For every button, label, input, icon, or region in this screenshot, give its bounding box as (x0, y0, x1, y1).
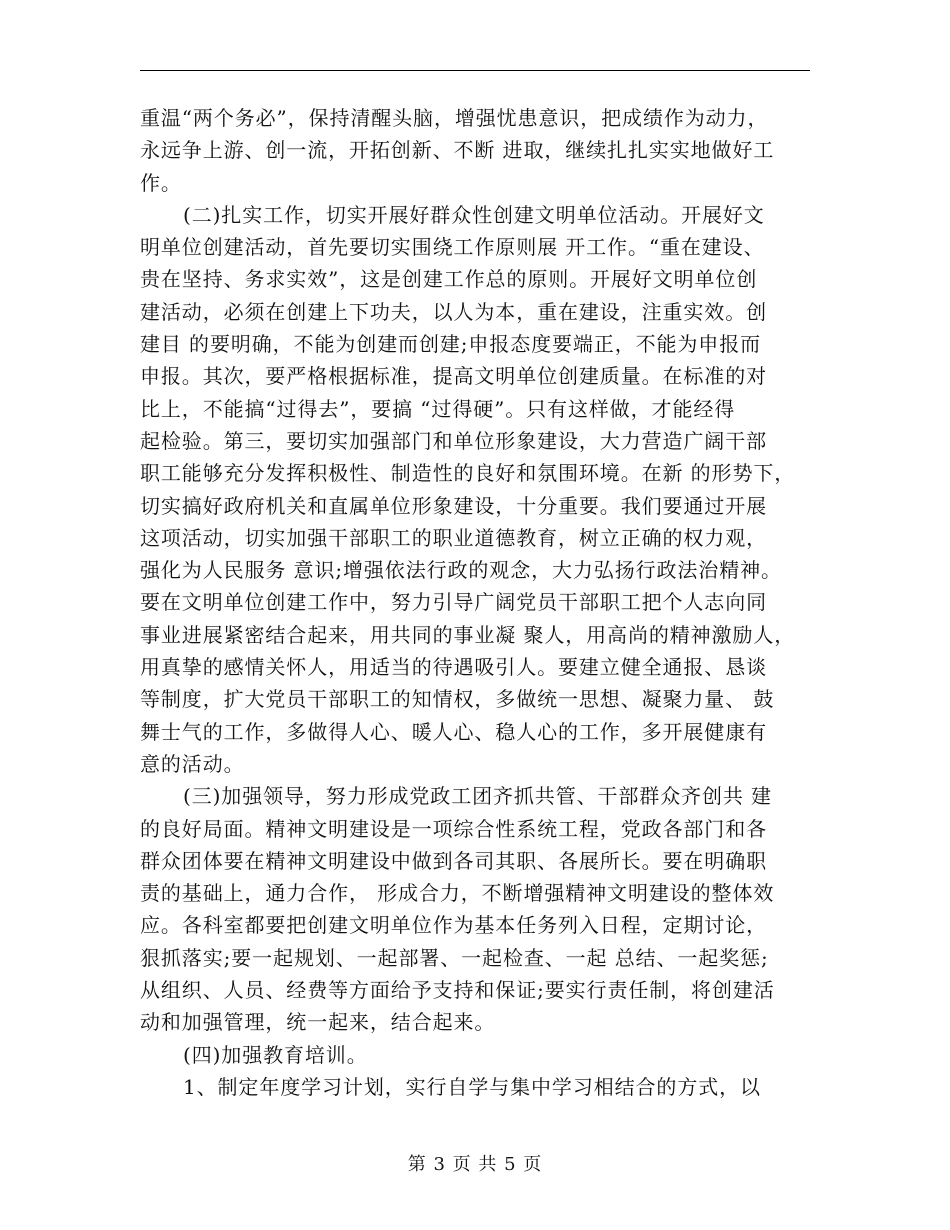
text-line: 职工能够充分发挥积极性、制造性的良好和氛围环境。在新 的形势下， (140, 461, 796, 486)
text-line: 强化为人民服务 意识;增强依法行政的观念，大力弘扬行政法治精神。 (140, 558, 782, 583)
text-line: 起检验。第三，要切实加强部门和单位形象建设，大力营造广阔干部 (140, 428, 767, 453)
text-line: 应。各科室都要把创建文明单位作为基本任务列入日程，定期讨论， (140, 913, 767, 938)
text-line: 舞士气的工作，多做得人心、暖人心、稳人心的工作，多开展健康有 (140, 719, 767, 744)
text-line: 责的基础上，通力合作， 形成合力，不断增强精神文明建设的整体效 (140, 881, 775, 906)
text-line: 比上，不能搞“过得去”，要搞 “过得硬”。只有这样做，才能经得 (140, 396, 736, 421)
text-line: (三)加强领导，努力形成党政工团齐抓共管、干部群众齐创共 建 (183, 784, 772, 809)
text-line: 建活动，必须在创建上下功夫，以人为本，重在建设，注重实效。创 (140, 299, 767, 324)
text-line: 这项活动，切实加强干部职工的职业道德教育，树立正确的权力观， (140, 525, 767, 550)
text-line: (四)加强教育培训。 (183, 1042, 368, 1067)
text-line: 狠抓落实;要一起规划、一起部署、一起检查、一起 总结、一起奖惩; (140, 945, 769, 970)
text-line: 动和加强管理，统一起来，结合起来。 (140, 1010, 496, 1035)
text-line: 建目 的要明确，不能为创建而创建;申报态度要端正，不能为申报而 (140, 332, 761, 357)
text-line: 等制度，扩大党员干部职工的知情权，多做统一思想、凝聚力量、 鼓 (140, 687, 775, 712)
text-line: 的良好局面。精神文明建设是一项综合性系统工程，党政各部门和各 (140, 816, 767, 841)
text-line: 群众团体要在精神文明建设中做到各司其职、各展所长。要在明确职 (140, 848, 767, 873)
text-line: 要在文明单位创建工作中，努力引导广阔党员干部职工把个人志向同 (140, 590, 767, 615)
text-line: (二)扎实工作，切实开展好群众性创建文明单位活动。开展好文 (183, 202, 765, 227)
text-line: 意的活动。 (140, 751, 245, 776)
text-line: 切实搞好政府机关和直属单位形象建设，十分重要。我们要通过开展 (140, 493, 767, 518)
text-line: 永远争上游、创一流，开拓创新、不断 进取，继续扎扎实实地做好工 (140, 138, 775, 163)
text-line: 明单位创建活动，首先要切实围绕工作原则展 开工作。“重在建设、 (140, 235, 765, 260)
text-line: 1、制定年度学习计划，实行自学与集中学习相结合的方式，以 (183, 1074, 761, 1099)
text-line: 重温“两个务必”，保持清醒头脑，增强忧患意识，把成绩作为动力， (140, 106, 769, 130)
body-text (140, 102, 812, 1103)
text-line: 贵在坚持、务求实效”，这是创建工作总的原则。开展好文明单位创 (140, 267, 758, 292)
text-line: 用真挚的感情关怀人，用适当的待遇吸引人。要建立健全通报、恳谈 (140, 655, 767, 680)
text-line: 申报。其次，要严格根据标准，提高文明单位创建质量。在标准的对 (140, 364, 767, 389)
page-footer: 第 3 页 共 5 页 (407, 1154, 543, 1175)
header-rule (140, 70, 810, 71)
text-line: 事业进展紧密结合起来，用共同的事业凝 聚人，用高尚的精神激励人， (140, 622, 796, 647)
text-line: 作。 (140, 170, 182, 195)
text-line: 从组织、人员、经费等方面给予支持和保证;要实行责任制，将创建活 (140, 978, 775, 1003)
